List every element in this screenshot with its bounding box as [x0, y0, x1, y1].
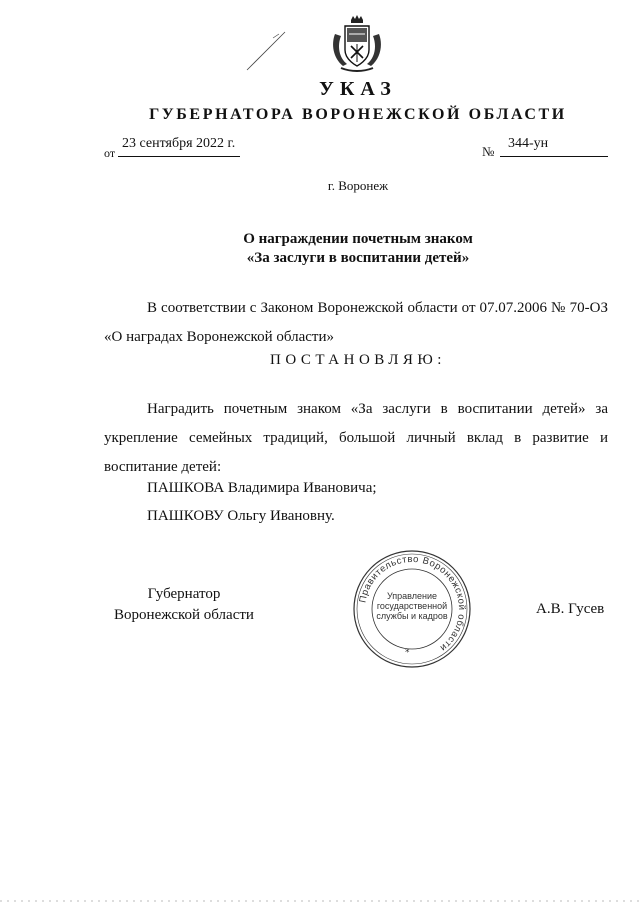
signatory-position [104, 584, 264, 626]
stamp-inner-line-2: государственной [376, 601, 448, 611]
award-paragraph: Наградить почетным знаком «За заслуги в воспитании детей» за укрепление семейных традиций, большой личный вклад в развитие и воспитание детей: [104, 401, 608, 475]
number-underline [500, 156, 608, 157]
date-prefix: от [104, 146, 116, 160]
position-line-2: Воронежской области [114, 607, 254, 623]
number-prefix: № [482, 144, 495, 159]
document-heading [0, 230, 640, 268]
city-label: г. Воронеж [327, 178, 389, 193]
document-title: УКАЗ [319, 78, 397, 100]
preamble-paragraph: В соответствии с Законом Воронежской области от 07.07.2006 № 70-ОЗ «О наградах Воронежской области» [104, 300, 608, 345]
awardee-2: ПАШКОВУ Ольгу Ивановну. [147, 508, 335, 524]
document-subtitle: ГУБЕРНАТОРА ВОРОНЕЖСКОЙ ОБЛАСТИ [149, 106, 567, 123]
stamp-inner-line-3: службы и кадров [376, 611, 448, 621]
date-value: 23 сентября 2022 г. [122, 136, 236, 151]
page-edge-mark [0, 895, 640, 905]
date-underline [118, 156, 240, 157]
awardee-1: ПАШКОВА Владимира Ивановича; [147, 480, 377, 496]
stamp-star-icon: * [405, 648, 410, 658]
stamp-ring-text: Правительство Воронежской области [357, 553, 468, 654]
pen-mark-icon [245, 28, 290, 73]
coat-of-arms-icon [327, 14, 387, 74]
official-stamp [352, 549, 472, 669]
position-line-1: Губернатор [147, 586, 221, 602]
signatory-name: А.В. Гусев [536, 601, 605, 617]
stamp-inner-text [369, 591, 455, 621]
heading-line-1: О награждении почетным знаком [243, 231, 473, 247]
decree-word: ПОСТАНОВЛЯЮ: [270, 352, 446, 368]
stamp-inner-line-1: Управление [386, 591, 438, 601]
heading-line-2: «За заслуги в воспитании детей» [246, 250, 470, 266]
number-value: 344-ун [508, 136, 549, 151]
